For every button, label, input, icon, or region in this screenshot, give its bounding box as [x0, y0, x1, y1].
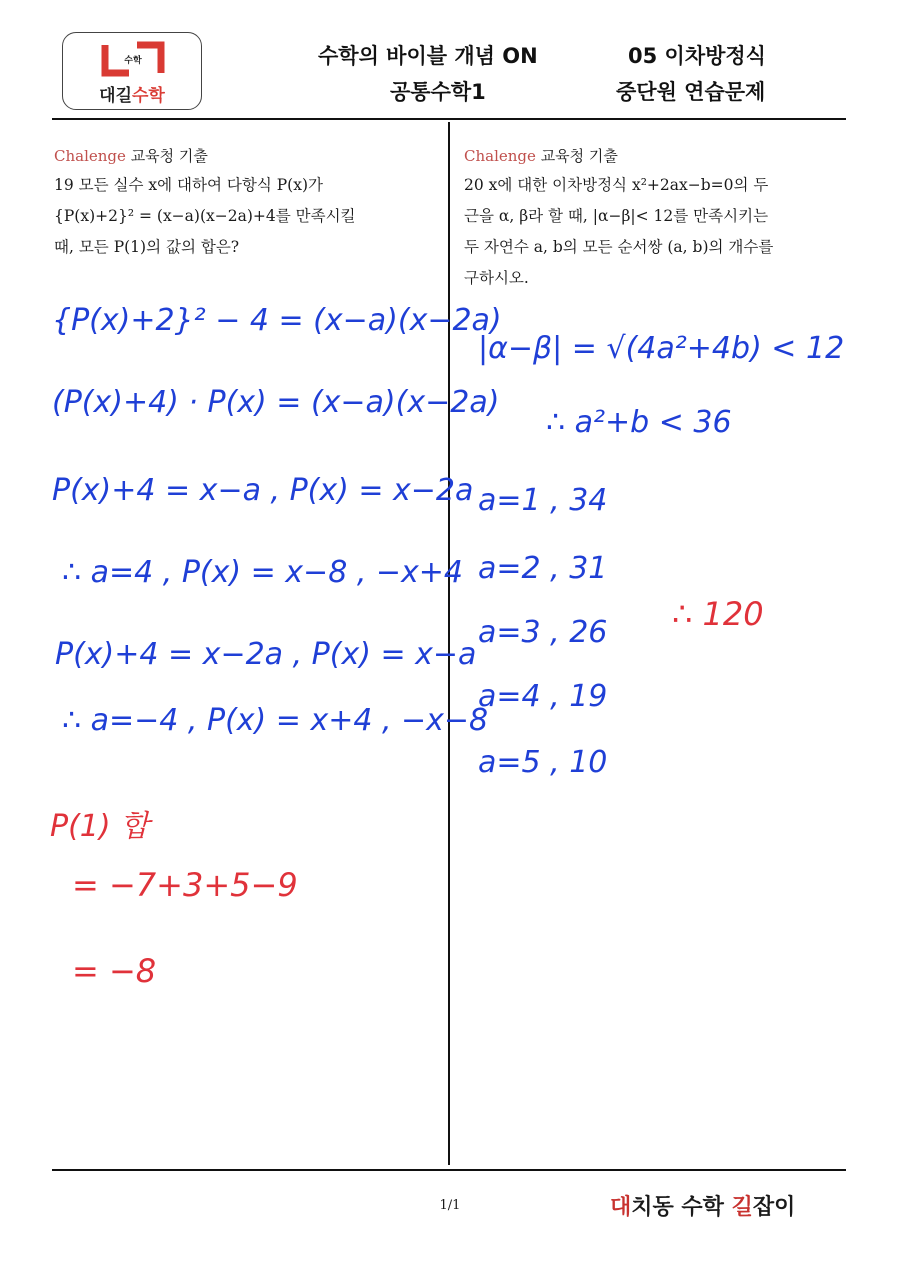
problem-line: 근을 α, β라 할 때, |α−β|< 12를 만족시키는: [464, 207, 769, 225]
hw-red-line: P(1) 합: [50, 809, 150, 844]
hw-red-line: = −7+3+5−9: [72, 866, 298, 904]
problem-line: 20 x에 대한 이차방정식 x²+2ax−b=0의 두: [464, 176, 769, 194]
hw-right-line: a=4 , 19: [478, 679, 608, 714]
footer-brand: 대치동 수학 길잡이: [610, 1195, 796, 1220]
hw-red-answer: ∴ 120: [672, 595, 764, 633]
problem-19-tag: Chalenge 교육청 기출: [54, 147, 208, 165]
problem-line: 두 자연수 a, b의 모든 순서쌍 (a, b)의 개수를: [464, 238, 774, 256]
hw-right-line: ∴ a²+b < 36: [546, 405, 732, 440]
hw-right-line: a=3 , 26: [478, 615, 608, 650]
problem-line: {P(x)+2}² = (x−a)(x−2a)+4를 만족시킬: [54, 207, 356, 225]
hw-right-line: a=2 , 31: [478, 551, 608, 586]
book-title: 수학의 바이블 개념 ON: [318, 44, 538, 68]
hw-left-line: P(x)+4 = x−2a , P(x) = x−a: [55, 637, 477, 672]
hw-left-line: P(x)+4 = x−a , P(x) = x−2a: [52, 473, 474, 508]
logo-name: 대길수학: [99, 86, 165, 106]
hw-left-line: ∴ a=−4 , P(x) = x+4 , −x−8: [62, 703, 489, 738]
problem-line: 구하시오.: [464, 269, 529, 287]
hw-left-line: ∴ a=4 , P(x) = x−8 , −x+4: [62, 555, 464, 590]
hw-left-line: (P(x)+4) · P(x) = (x−a)(x−2a): [52, 385, 500, 420]
problem-line: 때, 모든 P(1)의 값의 합은?: [54, 238, 240, 256]
page-number: 1/1: [439, 1198, 461, 1213]
hw-right-line: |α−β| = √(4a²+4b) < 12: [478, 331, 845, 366]
hw-left-line: {P(x)+2}² − 4 = (x−a)(x−2a): [52, 303, 502, 338]
logo-small-text: 수학: [124, 56, 142, 66]
chapter-title: 05 이차방정식: [628, 44, 766, 68]
hw-right-line: a=5 , 10: [478, 745, 608, 780]
problem-20-tag: Chalenge 교육청 기출: [464, 147, 618, 165]
problem-line: 19 모든 실수 x에 대하여 다항식 P(x)가: [54, 176, 323, 194]
hw-right-line: a=1 , 34: [478, 483, 608, 518]
hw-red-line: = −8: [72, 952, 157, 990]
course-title: 공통수학1: [390, 80, 486, 104]
section-title: 중단원 연습문제: [616, 80, 766, 104]
